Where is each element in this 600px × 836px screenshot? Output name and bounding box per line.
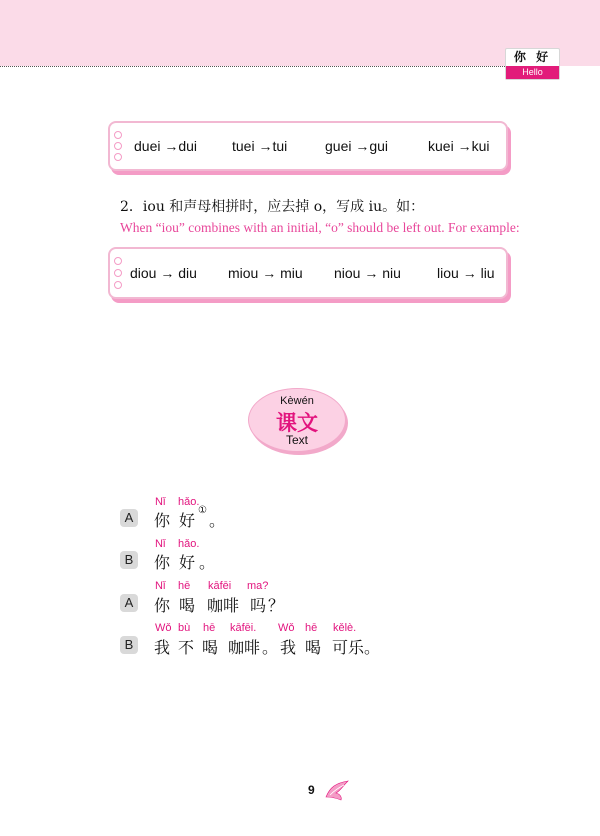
pinyin-word: Nǐ (155, 580, 166, 592)
badge-title-en: Text (285, 433, 308, 447)
badge-title-zh: 课文 (276, 411, 318, 435)
badge-pinyin: Kèwén (280, 395, 314, 407)
example-item: guei → gui (325, 138, 389, 154)
hanzi-word: 喝 (202, 638, 219, 657)
butterfly-icon (324, 779, 350, 801)
pinyin-word: Nǐ (155, 496, 166, 508)
sentence-end: ？ (268, 596, 285, 615)
pinyin-word: hē (305, 622, 318, 634)
pinyin-word: kāfēi. (230, 622, 257, 634)
speaker-badge: B (120, 636, 138, 654)
header-divider (0, 66, 505, 67)
binder-rings (114, 249, 126, 297)
pinyin-word: kělè. (333, 622, 357, 634)
speaker-badge: B (120, 551, 138, 569)
example-item: miou → miu (228, 265, 303, 281)
hanzi-word: 咖啡 (207, 596, 240, 615)
sentence-end: 。 (262, 638, 279, 657)
rule2-heading-zh: 2．iou 和声母相拼时，应去掉 o，写成 iu。如： (120, 199, 425, 215)
text-section-badge (248, 388, 346, 452)
hanzi-word: 可乐 (332, 638, 365, 657)
rule1-example-box (108, 121, 508, 171)
hanzi-word: 喝 (179, 596, 196, 615)
rule2-example-box (108, 247, 508, 299)
page-number: 9 (308, 783, 315, 797)
speaker-badge: A (120, 594, 138, 612)
example-item: niou → niu (334, 265, 401, 281)
sentence-end: 。 (364, 638, 381, 657)
hanzi-word: 你 (154, 596, 171, 615)
sentence-end: 。 (199, 553, 216, 572)
hanzi-word: 我 (154, 638, 171, 657)
lesson-title-zh: 你 好 (513, 50, 552, 64)
pinyin-word: Wǒ (155, 622, 172, 634)
footnote-marker: ① (198, 505, 207, 516)
example-item: duei → dui (134, 138, 198, 154)
hanzi-word: 吗 (250, 596, 267, 615)
pinyin-word: hǎo. (178, 496, 200, 508)
example-item: diou → diu (130, 265, 197, 281)
hanzi-word: 好 (179, 511, 196, 530)
hanzi-word: 我 (280, 638, 297, 657)
pinyin-word: hē (203, 622, 216, 634)
pinyin-word: hǎo. (178, 538, 200, 550)
sentence-end: 。 (209, 511, 226, 530)
pinyin-word: bù (178, 622, 191, 634)
pinyin-word: hē (178, 580, 191, 592)
lesson-tab (505, 48, 560, 80)
hanzi-word: 你 (154, 511, 171, 530)
binder-rings (114, 123, 126, 169)
pinyin-word: Wǒ (278, 622, 295, 634)
speaker-badge: A (120, 509, 138, 527)
hanzi-word: 不 (178, 638, 195, 657)
example-item: tuei → tui (232, 138, 288, 154)
hanzi-word: 好 (179, 553, 196, 572)
example-item: liou → liu (437, 265, 495, 281)
hanzi-word: 你 (154, 553, 171, 572)
hanzi-word: 咖啡 (228, 638, 261, 657)
lesson-title-en: Hello (506, 66, 559, 79)
pinyin-word: ma? (247, 580, 269, 592)
example-item: kuei → kui (428, 138, 490, 154)
pinyin-word: Nǐ (155, 538, 166, 550)
rule2-heading-en: When “iou” combines with an initial, “o” should be left out. For example: (120, 220, 520, 235)
hanzi-word: 喝 (305, 638, 322, 657)
pinyin-word: kāfēi (208, 580, 232, 592)
